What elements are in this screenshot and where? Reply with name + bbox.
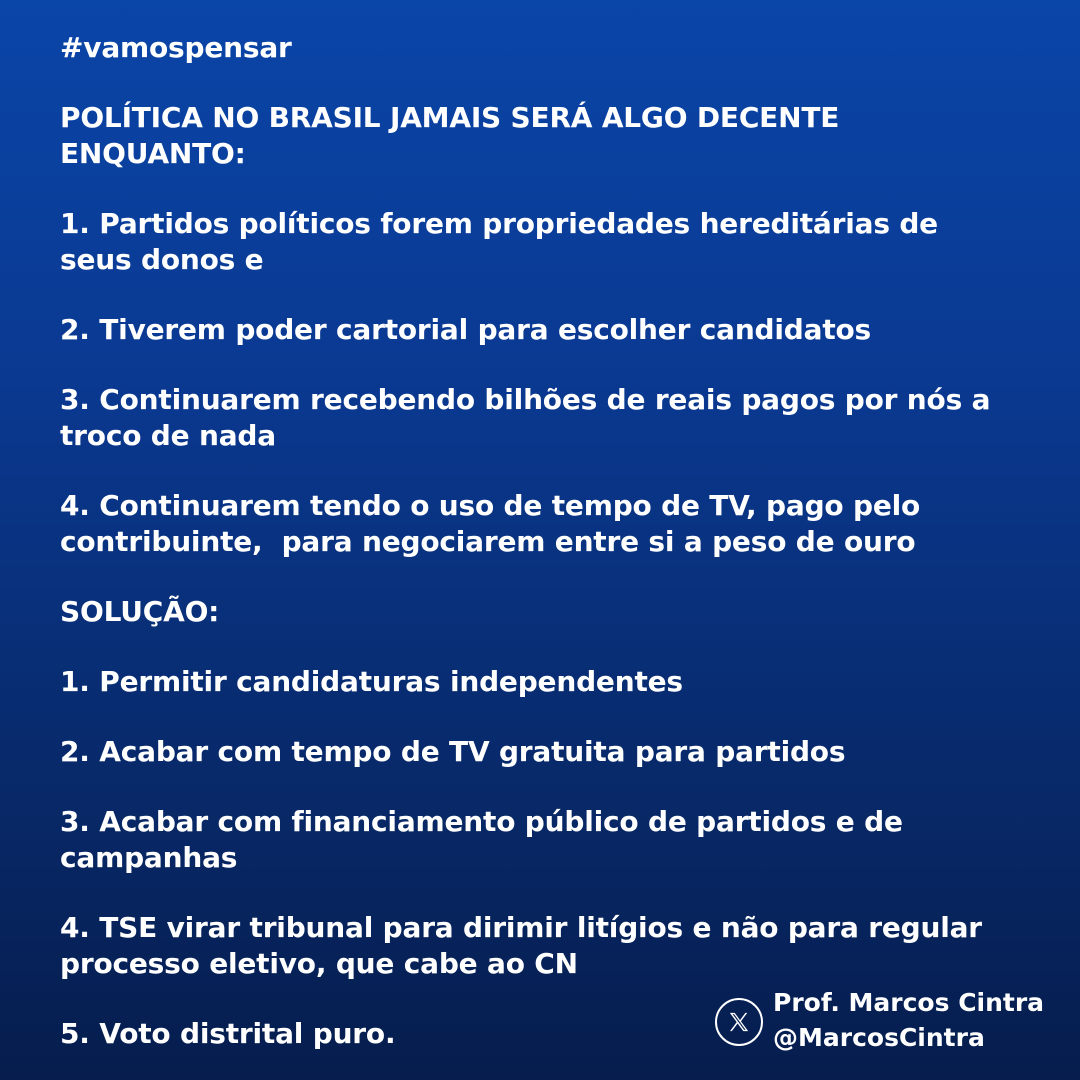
problem-item-3-line-2: troco de nada [60, 419, 276, 452]
author-name: Prof. Marcos Cintra [773, 988, 1045, 1017]
solution-item-2 [60, 734, 1020, 770]
solution-item-1-line-1: 1. Permitir candidaturas independentes [60, 665, 683, 698]
solution-item-4-line-1: 4. TSE virar tribunal para dirimir litígios e não para regular [60, 911, 982, 944]
problem-item-2-line-1: 2. Tiverem poder cartorial para escolher candidatos [60, 313, 872, 346]
headline [60, 100, 1020, 172]
solution-item-5-line-1: 5. Voto distrital puro. [60, 1017, 396, 1050]
solution-item-4-line-2: processo eletivo, que cabe ao CN [60, 947, 578, 980]
solution-heading [60, 594, 1020, 630]
author-signature [715, 985, 1045, 1065]
problem-item-4-line-2: contribuinte, para negociarem entre si a peso de ouro [60, 525, 916, 558]
problem-item-3-line-1: 3. Continuarem recebendo bilhões de reais pagos por nós a [60, 383, 991, 416]
solution-item-2-line-1: 2. Acabar com tempo de TV gratuita para partidos [60, 735, 846, 768]
solution-item-3-line-2: campanhas [60, 841, 238, 874]
headline-line-1: POLÍTICA NO BRASIL JAMAIS SERÁ ALGO DECENTE [60, 101, 840, 134]
author-handle: @MarcosCintra [773, 1023, 985, 1052]
author-text [773, 985, 1044, 1055]
problem-item-2 [60, 312, 1020, 348]
solution-item-1 [60, 664, 1020, 700]
solution-item-3-line-1: 3. Acabar com financiamento público de partidos e de [60, 805, 903, 838]
problem-item-4-line-1: 4. Continuarem tendo o uso de tempo de TV, pago pelo [60, 489, 921, 522]
problem-item-4 [60, 488, 1020, 560]
hashtag: #vamospensar [60, 31, 292, 64]
x-logo-icon [715, 998, 763, 1046]
headline-line-2: ENQUANTO: [60, 137, 246, 170]
solution-item-3 [60, 804, 1020, 876]
problem-item-1-line-1: 1. Partidos políticos forem propriedades hereditárias de [60, 207, 938, 240]
solution-heading-text: SOLUÇÃO: [60, 595, 220, 628]
problem-item-3 [60, 382, 1020, 454]
problem-item-1 [60, 206, 1020, 278]
problem-item-1-line-2: seus donos e [60, 243, 264, 276]
post-text [60, 30, 1020, 1052]
solution-item-4 [60, 910, 1020, 982]
